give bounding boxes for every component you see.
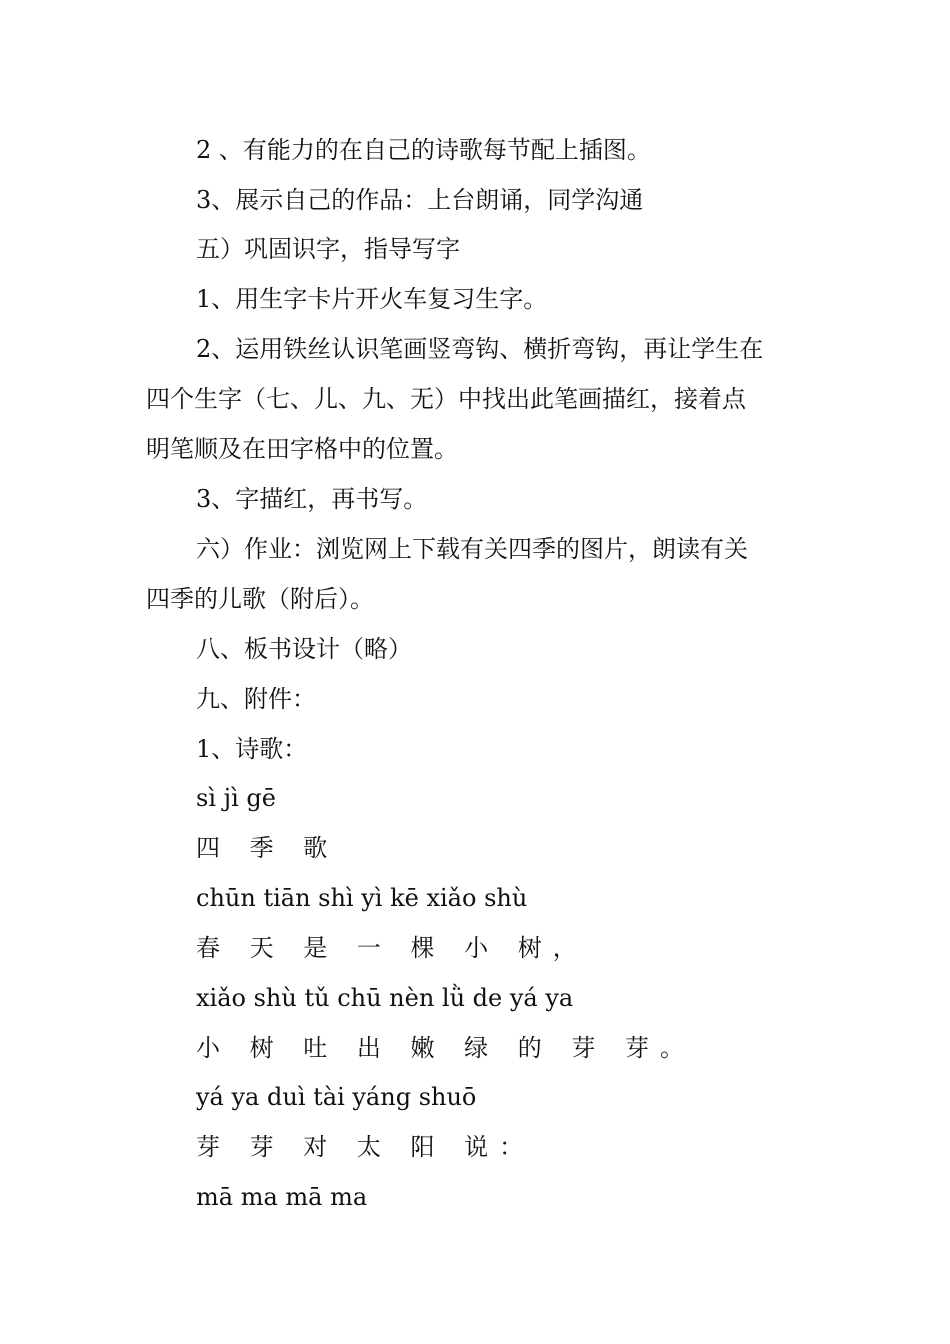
pinyin-line: yá ya duì tài yáng shuō (196, 1083, 477, 1111)
text-line: 2 、有能力的在自己的诗歌每节配上插图。 (196, 136, 651, 164)
poem-title: 四 季 歌 (196, 834, 339, 862)
text-line: 2、运用铁丝认识笔画竖弯钩、横折弯钩，再让学生在 (196, 335, 764, 363)
pinyin-line: xiǎo shù tǔ chū nèn lǜ de yá ya (196, 984, 574, 1012)
section-heading: 五）巩固识字，指导写字 (196, 235, 460, 263)
pinyin-line: mā ma mā ma (196, 1183, 368, 1211)
poem-line: 芽 芽 对 太 阳 说： (196, 1133, 535, 1161)
section-heading: 九、附件： (196, 685, 316, 713)
text-line: 1、用生字卡片开火车复习生字。 (196, 285, 548, 313)
text-line: 3、展示自己的作品：上台朗诵，同学沟通 (196, 186, 644, 214)
text-line: 四个生字（七、儿、九、无）中找出此笔画描红，接着点 (146, 385, 746, 413)
poem-line: 春 天 是 一 棵 小 树， (196, 934, 588, 962)
pinyin-line: sì jì gē (196, 784, 276, 812)
text-line: 3、字描红，再书写。 (196, 485, 428, 513)
section-heading: 六）作业：浏览网上下载有关四季的图片，朗读有关 (196, 535, 748, 563)
pinyin-line: chūn tiān shì yì kē xiǎo shù (196, 884, 528, 912)
poem-line: 小 树 吐 出 嫩 绿 的 芽 芽。 (196, 1034, 696, 1062)
section-heading: 八、板书设计（略） (196, 635, 412, 663)
text-line: 明笔顺及在田字格中的位置。 (146, 435, 458, 463)
text-line: 四季的儿歌（附后）。 (146, 585, 374, 613)
text-line: 1、诗歌： (196, 735, 308, 763)
